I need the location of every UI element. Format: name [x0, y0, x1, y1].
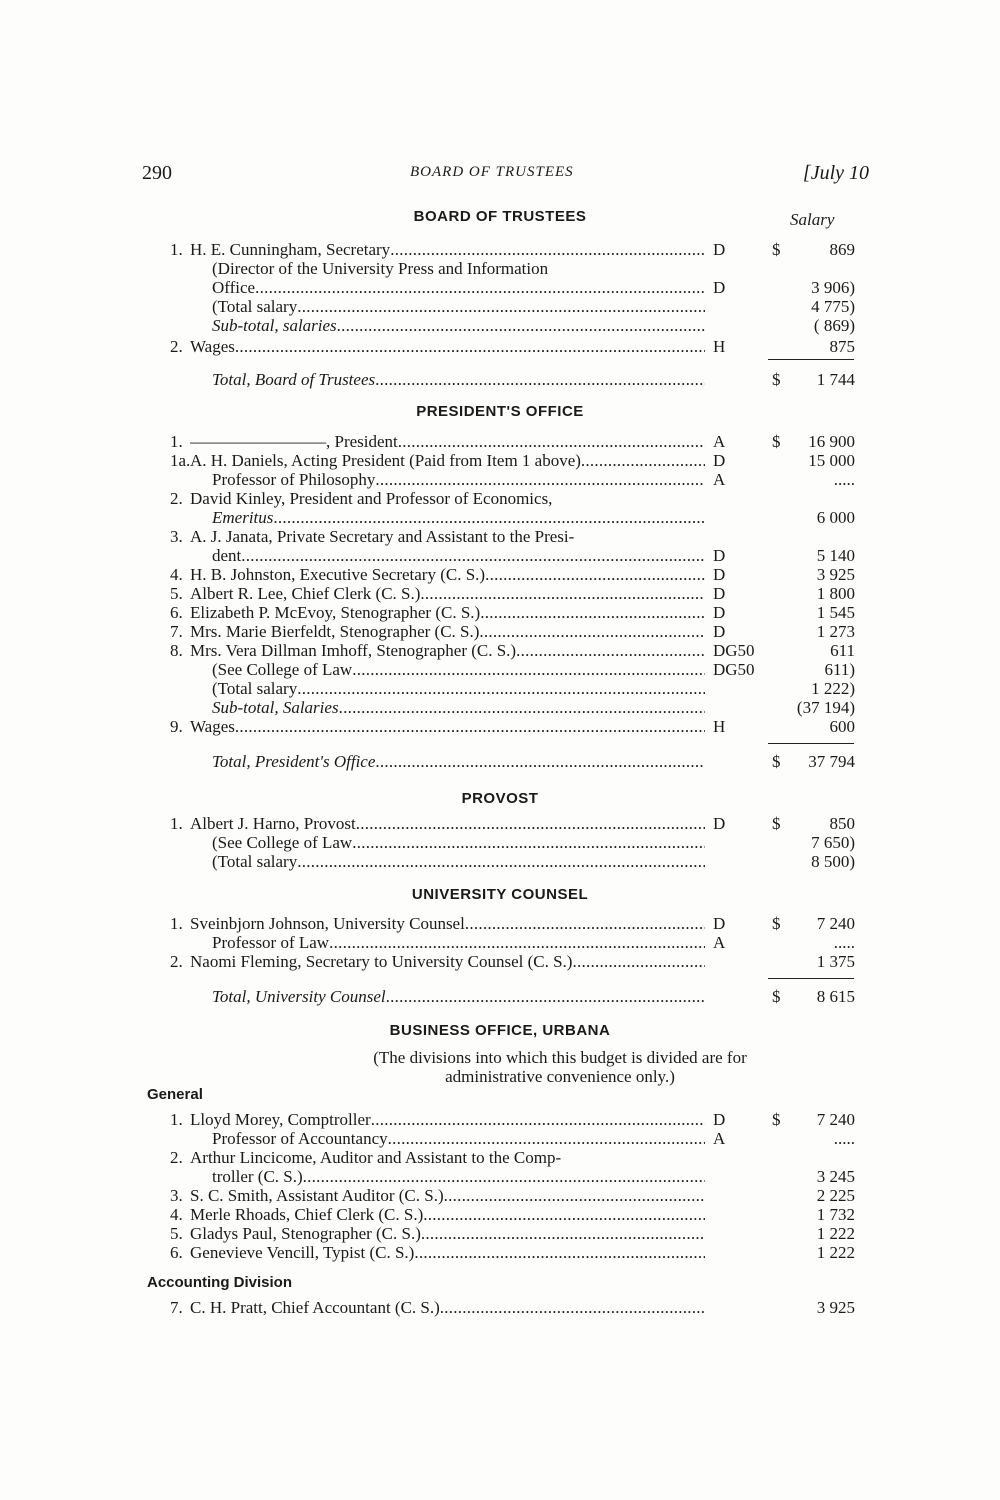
fund-code: D [713, 240, 726, 259]
budget-row [0, 432, 1000, 451]
item-description [190, 527, 755, 546]
salary-amount: 8 500) [811, 852, 855, 871]
budget-row [0, 297, 1000, 316]
budget-row [0, 1298, 1000, 1317]
item-description [190, 914, 705, 933]
running-date: [July 10 [802, 162, 869, 184]
dot-leader [356, 814, 705, 833]
dot-leader [297, 852, 705, 871]
item-number: 3. [170, 1186, 183, 1205]
budget-row [0, 451, 1000, 470]
budget-row [0, 833, 1000, 852]
total-row [0, 370, 1000, 389]
item-description [190, 1186, 705, 1205]
fund-code: D [713, 1110, 726, 1129]
salary-amount: 1 222 [816, 1243, 855, 1262]
item-description [212, 1167, 705, 1186]
item-text: (Total salary [212, 297, 298, 316]
item-number: 2. [170, 337, 183, 356]
item-number: 1. [170, 914, 183, 933]
total-amount: 1 744 [816, 370, 855, 389]
dot-leader [352, 833, 705, 852]
item-text: Sub-total, salaries [212, 316, 337, 335]
item-description [190, 717, 705, 736]
item-number: 4. [170, 565, 183, 584]
item-number: 6. [170, 603, 183, 622]
budget-row [0, 641, 1000, 660]
total-description [212, 370, 705, 389]
item-text: Naomi Fleming, Secretary to University Counsel (C. S.) [190, 952, 573, 971]
item-text: (See College of Law [212, 660, 353, 679]
dot-leader [303, 1167, 705, 1186]
fund-code: A [713, 1129, 726, 1148]
dollar-sign: $ [772, 814, 781, 833]
salary-amount: 1 273 [816, 622, 855, 641]
budget-row [0, 1129, 1000, 1148]
item-text: Professor of Accountancy [212, 1129, 388, 1148]
running-title: BOARD OF TRUSTEES [410, 164, 574, 180]
item-text: (See College of Law [212, 833, 353, 852]
budget-row [0, 508, 1000, 527]
dot-leader [255, 278, 705, 297]
salary-amount: ( 869) [813, 316, 855, 335]
fund-code: D [713, 814, 726, 833]
salary-amount: 7 240 [816, 914, 855, 933]
salary-amount: 611 [830, 641, 855, 660]
total-label: Total, Board of Trustees [212, 370, 376, 389]
item-description [190, 1148, 755, 1167]
item-text: troller (C. S.) [212, 1167, 303, 1186]
dollar-sign: $ [772, 914, 781, 933]
item-text: Professor of Philosophy [212, 470, 376, 489]
item-description [190, 814, 705, 833]
item-number: 6. [170, 1243, 183, 1262]
budget-row [0, 527, 1000, 546]
budget-row [0, 914, 1000, 933]
dot-leader [398, 432, 705, 451]
budget-row [0, 240, 1000, 259]
item-text: Mrs. Vera Dillman Imhoff, Stenographer (C. S.) [190, 641, 517, 660]
budget-row [0, 660, 1000, 679]
dot-leader [375, 470, 705, 489]
item-description [190, 451, 705, 470]
item-description [212, 698, 705, 717]
total-label: Total, President's Office [212, 752, 376, 771]
item-description [190, 584, 705, 603]
subtotal-rule [768, 743, 854, 744]
item-number: 7. [170, 622, 183, 641]
business-note-line-2: administrative convenience only.) [445, 1067, 675, 1086]
budget-row [0, 622, 1000, 641]
item-number: 1. [170, 432, 183, 451]
fund-code: D [713, 622, 726, 641]
dot-leader [235, 717, 705, 736]
salary-amount: 16 900 [808, 432, 855, 451]
item-text: Sub-total, Salaries [212, 698, 339, 717]
item-description [212, 679, 705, 698]
item-description [212, 259, 755, 278]
dot-leader [480, 603, 705, 622]
fund-code: D [713, 584, 726, 603]
total-amount: 8 615 [816, 987, 855, 1006]
section-title-board: BOARD OF TRUSTEES [413, 208, 587, 225]
fund-code: D [713, 914, 726, 933]
item-number: 5. [170, 1224, 183, 1243]
item-description [212, 278, 705, 297]
item-number: 5. [170, 584, 183, 603]
total-row [0, 752, 1000, 771]
fund-code: A [713, 470, 726, 489]
item-number: 1. [170, 1110, 183, 1129]
budget-row [0, 316, 1000, 335]
item-description [190, 240, 705, 259]
item-description [190, 622, 705, 641]
dot-leader [273, 508, 705, 527]
item-text: Genevieve Vencill, Typist (C. S.) [190, 1243, 415, 1262]
item-text: Wages [190, 717, 235, 736]
subtotal-rule [768, 978, 854, 979]
item-description [190, 952, 705, 971]
item-text: Merle Rhoads, Chief Clerk (C. S.) [190, 1205, 424, 1224]
dot-leader [572, 952, 705, 971]
salary-amount: 1 375 [816, 952, 855, 971]
budget-row [0, 952, 1000, 971]
item-text: Albert R. Lee, Chief Clerk (C. S.) [190, 584, 421, 603]
salary-amount: (37 194) [796, 698, 855, 717]
item-number: 7. [170, 1298, 183, 1317]
salary-amount: ..... [833, 470, 855, 489]
budget-row [0, 1224, 1000, 1243]
total-row [0, 987, 1000, 1006]
item-number: 1a. [170, 451, 191, 470]
budget-row [0, 489, 1000, 508]
item-text: A. H. Daniels, Acting President (Paid from Item 1 above) [190, 451, 581, 470]
budget-row [0, 679, 1000, 698]
item-number: 9. [170, 717, 183, 736]
salary-amount: 7 240 [816, 1110, 855, 1129]
budget-row [0, 1148, 1000, 1167]
item-description [190, 432, 705, 451]
dollar-sign: $ [772, 432, 781, 451]
item-text: S. C. Smith, Assistant Auditor (C. S.) [190, 1186, 444, 1205]
budget-row [0, 337, 1000, 356]
budget-row [0, 278, 1000, 297]
salary-amount: 15 000 [808, 451, 855, 470]
item-description [190, 603, 705, 622]
budget-row [0, 1110, 1000, 1129]
subsection-general: General [147, 1086, 203, 1103]
item-text: Arthur Lincicome, Auditor and Assistant to the Comp- [190, 1148, 562, 1167]
fund-code: D [713, 546, 726, 565]
item-text: Emeritus [212, 508, 274, 527]
dot-leader [388, 1129, 705, 1148]
dot-leader [414, 1243, 705, 1262]
fund-code: A [713, 432, 726, 451]
fund-code: D [713, 278, 726, 297]
dot-leader [241, 546, 705, 565]
budget-row [0, 933, 1000, 952]
item-description [212, 660, 705, 679]
dot-leader [329, 933, 705, 952]
item-text: Lloyd Morey, Comptroller [190, 1110, 371, 1129]
fund-code: H [713, 337, 726, 356]
dot-leader [235, 337, 705, 356]
item-text: Elizabeth P. McEvoy, Stenographer (C. S.) [190, 603, 481, 622]
salary-amount: ..... [833, 933, 855, 952]
salary-amount: 7 650) [811, 833, 855, 852]
item-description [190, 641, 705, 660]
section-title-counsel: UNIVERSITY COUNSEL [411, 886, 589, 903]
item-text: C. H. Pratt, Chief Accountant (C. S.) [190, 1298, 440, 1317]
dot-leader [420, 584, 705, 603]
total-description [212, 987, 705, 1006]
salary-amount: 600 [829, 717, 855, 736]
item-description [190, 1110, 705, 1129]
item-number: 3. [170, 527, 183, 546]
item-description [190, 337, 705, 356]
salary-amount: 1 732 [816, 1205, 855, 1224]
item-text: dent [212, 546, 242, 565]
budget-row [0, 698, 1000, 717]
dot-leader [440, 1298, 705, 1317]
item-text: (Director of the University Press and Information [212, 259, 549, 278]
item-text: Albert J. Harno, Provost [190, 814, 356, 833]
item-description [190, 1205, 705, 1224]
item-description [212, 508, 705, 527]
item-description [212, 316, 705, 335]
item-description [212, 546, 705, 565]
item-description [212, 470, 705, 489]
dot-leader [297, 297, 705, 316]
salary-amount: 3 906) [811, 278, 855, 297]
item-description [212, 852, 705, 871]
salary-amount: 1 545 [816, 603, 855, 622]
section-title-president: PRESIDENT'S OFFICE [416, 403, 584, 420]
item-text: Office [212, 278, 256, 297]
salary-amount: 3 925 [816, 1298, 855, 1317]
item-text: David Kinley, President and Professor of Economics, [190, 489, 553, 508]
item-number: 8. [170, 641, 183, 660]
dot-leader [581, 451, 705, 470]
budget-row [0, 1243, 1000, 1262]
salary-amount: 4 775) [811, 297, 855, 316]
item-number: 2. [170, 489, 183, 508]
item-text: Mrs. Marie Bierfeldt, Stenographer (C. S.) [190, 622, 480, 641]
item-text: A. J. Janata, Private Secretary and Assistant to the Presi- [190, 527, 575, 546]
dot-leader [375, 370, 705, 389]
salary-amount: 1 222) [811, 679, 855, 698]
dollar-sign: $ [772, 1110, 781, 1129]
dot-leader [386, 987, 705, 1006]
dollar-sign: $ [772, 987, 781, 1006]
subsection-accounting: Accounting Division [147, 1274, 293, 1291]
salary-amount: 2 225 [816, 1186, 855, 1205]
budget-row [0, 565, 1000, 584]
item-text: (Total salary [212, 679, 298, 698]
item-text: H. E. Cunningham, Secretary [190, 240, 391, 259]
item-number: 2. [170, 1148, 183, 1167]
item-description [190, 565, 705, 584]
budget-row [0, 814, 1000, 833]
salary-amount: 869 [829, 240, 855, 259]
page-number: 290 [142, 162, 172, 184]
item-number: 2. [170, 952, 183, 971]
dot-leader [423, 1205, 705, 1224]
budget-row [0, 852, 1000, 871]
item-text: H. B. Johnston, Executive Secretary (C. S.) [190, 565, 486, 584]
item-description [190, 489, 755, 508]
item-text: Professor of Law [212, 933, 330, 952]
dot-leader [465, 914, 705, 933]
budget-row [0, 546, 1000, 565]
dot-leader [352, 660, 705, 679]
total-description [212, 752, 705, 771]
item-description [190, 1224, 705, 1243]
budget-row [0, 1186, 1000, 1205]
item-description [212, 297, 705, 316]
salary-column-heading: Salary [790, 210, 835, 229]
dot-leader [297, 679, 705, 698]
business-note-line-1: (The divisions into which this budget is divided are for [373, 1048, 747, 1067]
budget-row [0, 470, 1000, 489]
budget-row [0, 1167, 1000, 1186]
dot-leader [390, 240, 705, 259]
item-number: 1. [170, 814, 183, 833]
dollar-sign: $ [772, 370, 781, 389]
dot-leader [371, 1110, 705, 1129]
fund-code: D [713, 565, 726, 584]
item-number: 4. [170, 1205, 183, 1224]
salary-amount: 1 222 [816, 1224, 855, 1243]
fund-code: D [713, 451, 726, 470]
fund-code: H [713, 717, 726, 736]
item-description [212, 1129, 705, 1148]
dot-leader [421, 1224, 705, 1243]
budget-row [0, 717, 1000, 736]
dot-leader [485, 565, 705, 584]
dot-leader [375, 752, 705, 771]
item-text: ————————, President [190, 432, 398, 451]
dot-leader [337, 316, 705, 335]
dollar-sign: $ [772, 752, 781, 771]
budget-row [0, 1205, 1000, 1224]
budget-row [0, 603, 1000, 622]
budget-row [0, 259, 1000, 278]
section-title-business: BUSINESS OFFICE, URBANA [389, 1022, 611, 1039]
salary-amount: 850 [829, 814, 855, 833]
fund-code: DG50 [713, 641, 755, 660]
item-text: (Total salary [212, 852, 298, 871]
item-number: 1. [170, 240, 183, 259]
item-text: Sveinbjorn Johnson, University Counsel [190, 914, 465, 933]
fund-code: A [713, 933, 726, 952]
fund-code: DG50 [713, 660, 755, 679]
salary-amount: 3 245 [816, 1167, 855, 1186]
item-text: Gladys Paul, Stenographer (C. S.) [190, 1224, 421, 1243]
salary-amount: 875 [829, 337, 855, 356]
item-description [212, 933, 705, 952]
total-label: Total, University Counsel [212, 987, 386, 1006]
page-header [142, 162, 869, 186]
dot-leader [444, 1186, 705, 1205]
dot-leader [516, 641, 705, 660]
dot-leader [339, 698, 705, 717]
budget-row [0, 584, 1000, 603]
salary-amount: ..... [833, 1129, 855, 1148]
fund-code: D [713, 603, 726, 622]
salary-amount: 611) [824, 660, 855, 679]
subtotal-rule [768, 359, 854, 360]
item-description [212, 833, 705, 852]
total-amount: 37 794 [808, 752, 855, 771]
salary-amount: 3 925 [816, 565, 855, 584]
dot-leader [479, 622, 705, 641]
item-description [190, 1243, 705, 1262]
dollar-sign: $ [772, 240, 781, 259]
item-text: Wages [190, 337, 235, 356]
salary-amount: 1 800 [816, 584, 855, 603]
salary-amount: 6 000 [816, 508, 855, 527]
item-description [190, 1298, 705, 1317]
salary-amount: 5 140 [816, 546, 855, 565]
section-title-provost: PROVOST [461, 790, 539, 807]
